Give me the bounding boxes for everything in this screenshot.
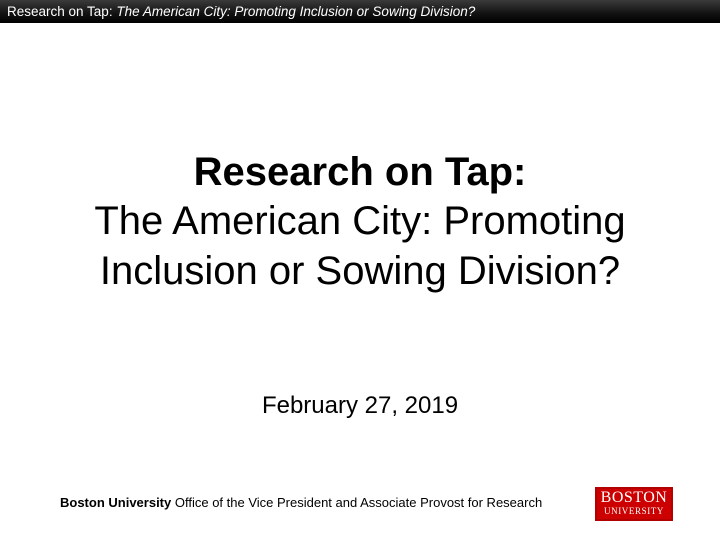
header-subtitle: The American City: Promoting Inclusion or Sowing Division? (116, 4, 476, 19)
footer-office: Office of the Vice President and Associate Provost for Research (171, 495, 543, 510)
logo-line-2: UNIVERSITY (604, 506, 664, 516)
header-bar (0, 0, 720, 23)
slide-title-block (0, 148, 720, 296)
footer-organization: Boston University (60, 495, 172, 510)
slide-title: Research on Tap: (193, 150, 527, 194)
header-text (7, 0, 475, 23)
slide-subtitle-line-2: Inclusion or Sowing Division? (99, 249, 621, 293)
header-prefix: Research on Tap: (7, 4, 117, 19)
slide-date: February 27, 2019 (261, 392, 459, 419)
boston-university-logo (595, 487, 673, 521)
footer-text (60, 495, 542, 511)
slide-subtitle-line-1: The American City: Promoting (94, 199, 626, 243)
logo-line-1: BOSTON (600, 489, 668, 506)
